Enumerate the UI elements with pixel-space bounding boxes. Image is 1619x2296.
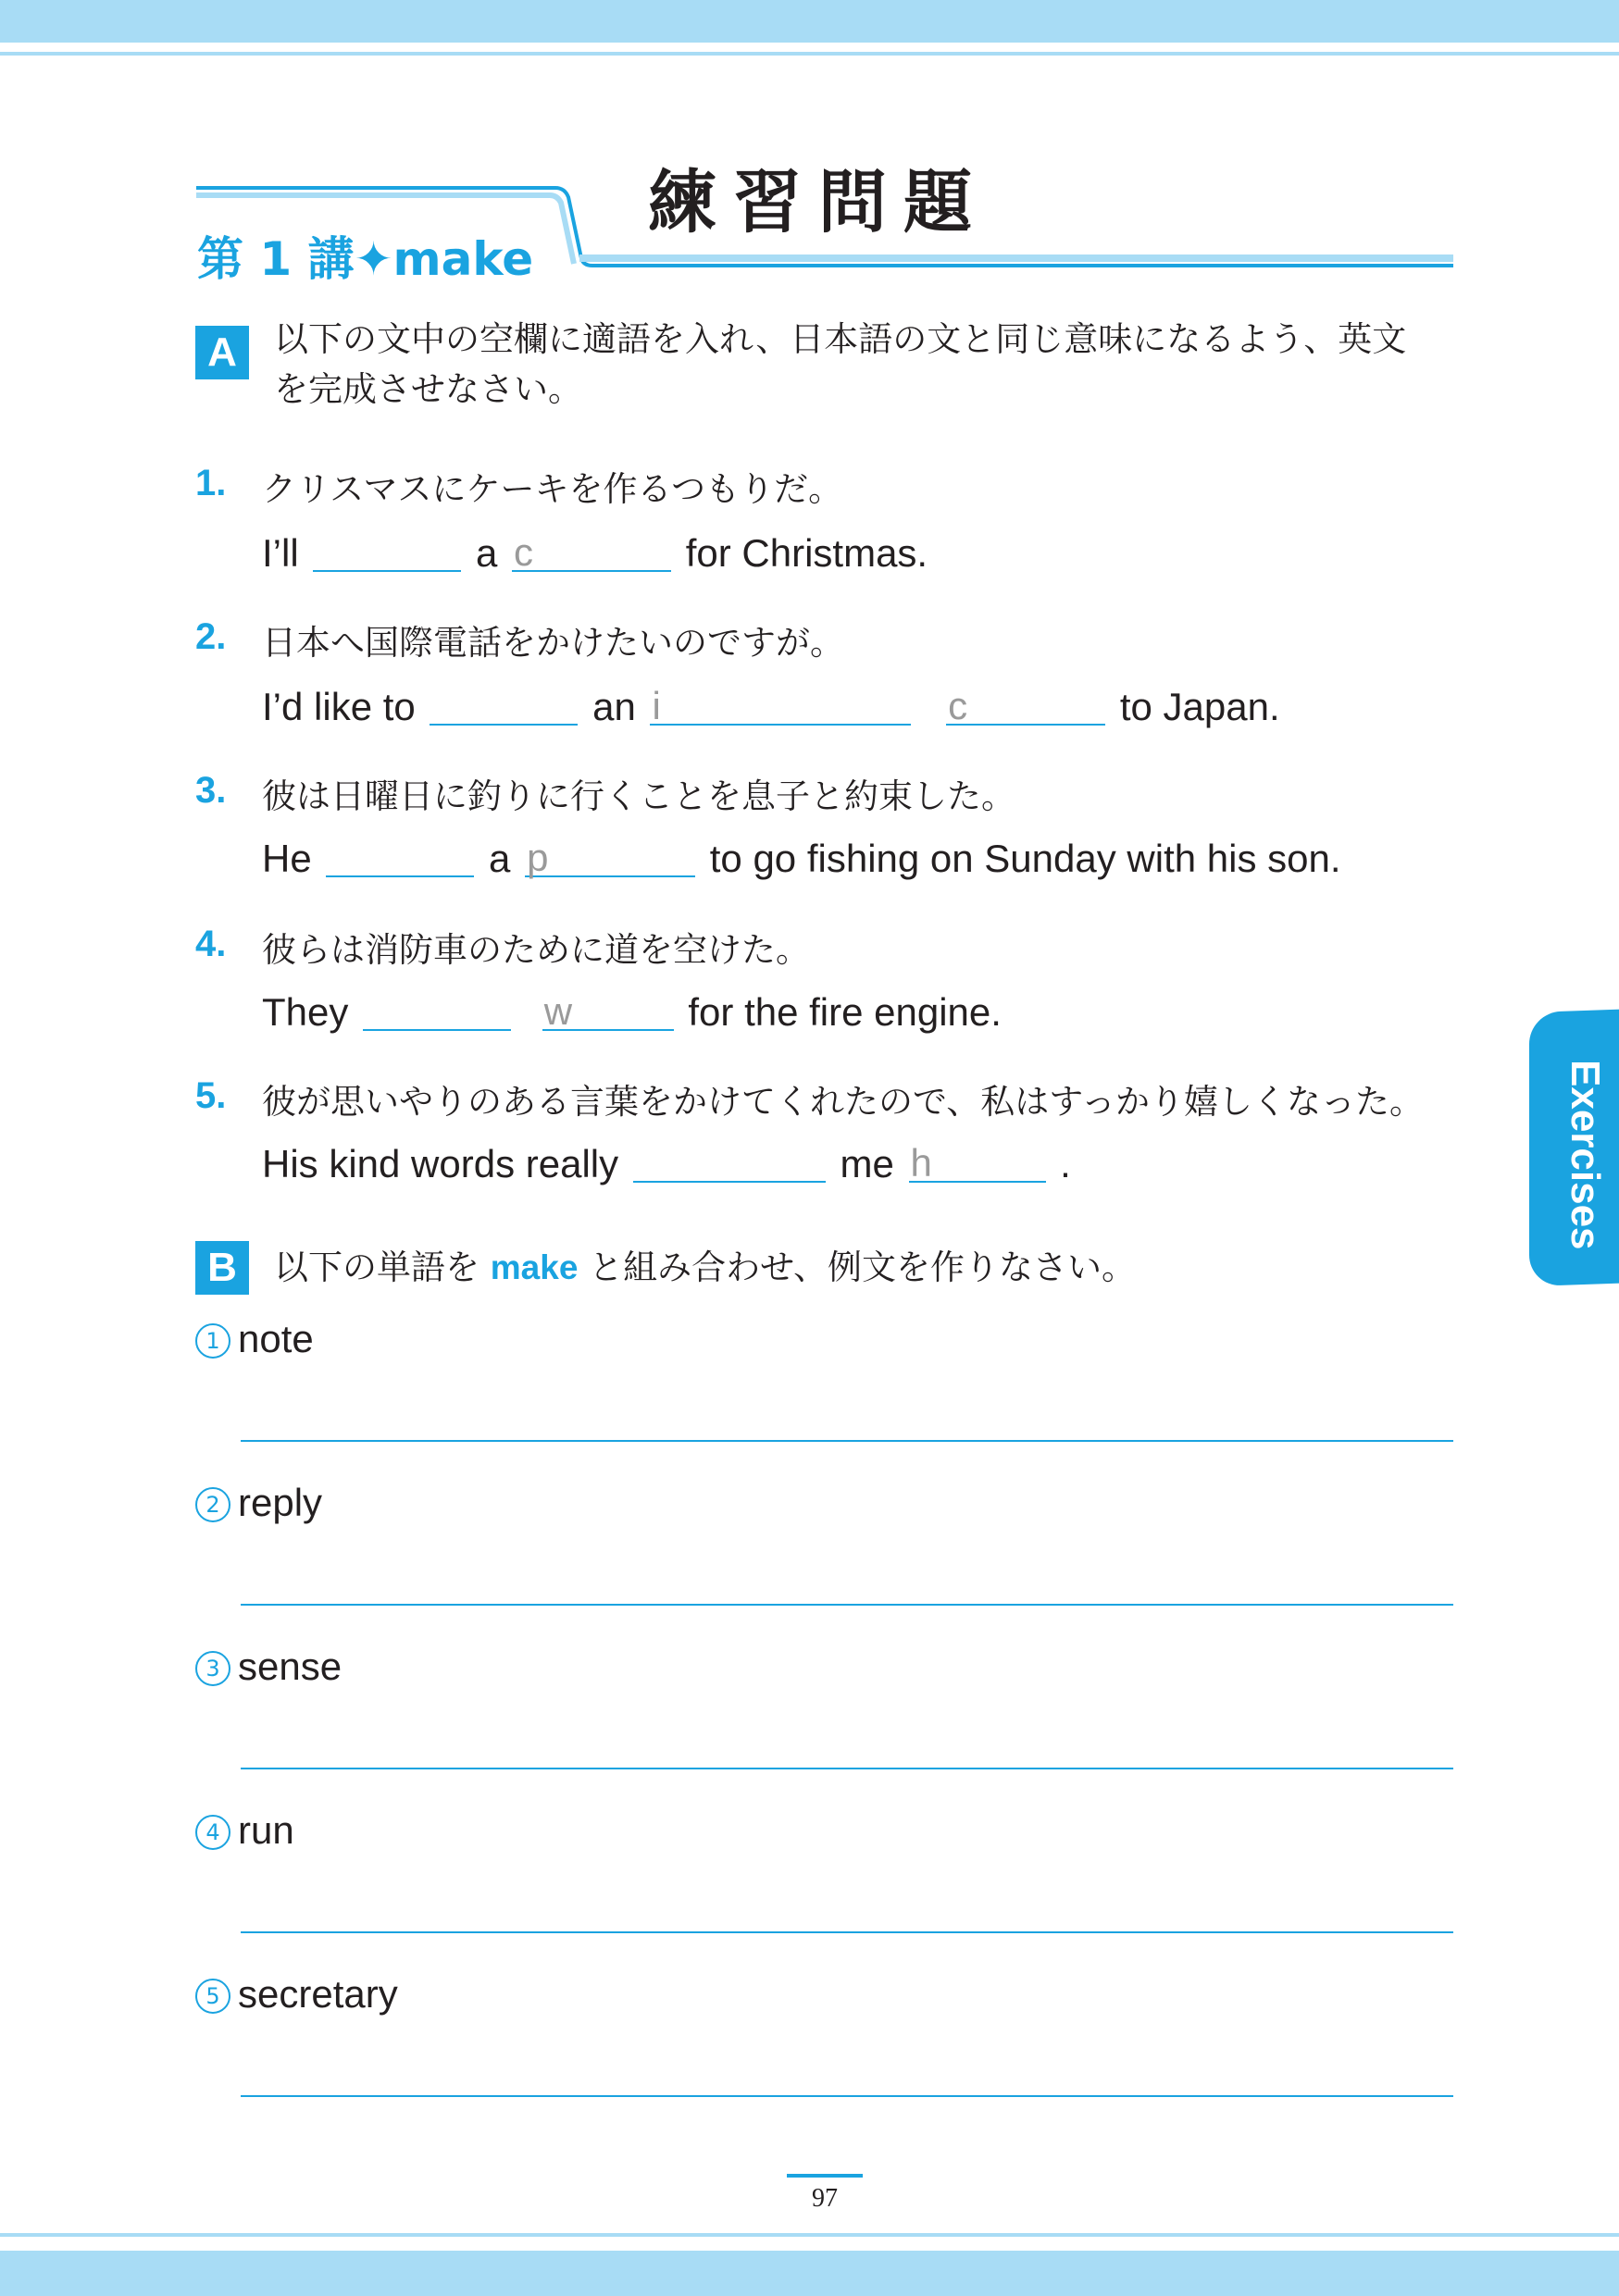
side-tab-label: Exercises (1563, 1060, 1608, 1250)
top-rule (0, 52, 1619, 56)
item-word: reply (238, 1481, 323, 1524)
question-1-number: 1. (195, 463, 227, 503)
section-b-item-5 (195, 1971, 398, 2017)
q5-blank-2[interactable] (909, 1141, 1046, 1185)
q4-blank-1[interactable] (363, 992, 511, 1031)
question-5-english (262, 1142, 1071, 1186)
q4-text-3: for the fire engine. (688, 990, 1002, 1034)
answer-line-3[interactable] (241, 1768, 1453, 1769)
q3-blank-1[interactable] (326, 838, 474, 877)
q4-hint-1: w (543, 989, 573, 1033)
top-color-band (0, 0, 1619, 43)
q5-text-2: me (840, 1142, 894, 1185)
answer-line-1[interactable] (241, 1440, 1453, 1442)
item-word: note (238, 1317, 314, 1360)
question-4-english (262, 990, 1002, 1035)
page-number-bar (787, 2174, 863, 2178)
q5-text-1: His kind words really (262, 1142, 619, 1185)
bottom-rule (0, 2233, 1619, 2237)
q1-blank-2[interactable] (512, 530, 671, 574)
lecture-number: 第 1 講 (197, 232, 355, 286)
answer-line-5[interactable] (241, 2095, 1453, 2097)
item-word: sense (238, 1644, 342, 1688)
q1-text-2: a (476, 531, 498, 575)
section-a-instruction-line1: 以下の文中の空欄に適語を入れ、日本語の文と同じ意味になるよう、英文 (274, 319, 1407, 359)
question-3-number: 3. (195, 770, 227, 811)
q1-hint-1: c (514, 530, 534, 574)
question-4-number: 4. (195, 924, 227, 964)
question-3-japanese: 彼は日曜日に釣りに行くことを息子と約束した。 (262, 776, 1015, 816)
circled-number-icon: 3 (195, 1651, 230, 1686)
question-5-number: 5. (195, 1075, 227, 1116)
circled-number-icon: 4 (195, 1815, 230, 1850)
q2-hint-1: i (652, 684, 661, 727)
section-b-item-2 (195, 1480, 322, 1525)
q5-text-3: . (1060, 1142, 1071, 1185)
question-3-english (262, 837, 1341, 881)
q4-blank-2[interactable] (542, 989, 674, 1033)
star-icon: ✦ (354, 232, 393, 286)
answer-line-4[interactable] (241, 1931, 1453, 1933)
lecture-topic: make (392, 232, 534, 286)
q3-text-2: a (489, 837, 511, 880)
q2-blank-2[interactable] (650, 684, 911, 727)
section-a-instruction-line2: を完成させなさい。 (274, 369, 582, 409)
lecture-heading (197, 222, 533, 289)
question-1-english (262, 531, 928, 576)
question-1-japanese: クリスマスにケーキを作るつもりだ。 (262, 469, 843, 509)
q2-blank-1[interactable] (430, 687, 578, 726)
answer-line-2[interactable] (241, 1604, 1453, 1606)
q3-text-1: He (262, 837, 312, 880)
section-b-keyword: make (490, 1248, 579, 1286)
q2-text-2: an (592, 685, 636, 728)
q3-hint-1: p (527, 836, 549, 879)
item-word: secretary (238, 1972, 398, 2016)
question-5-japanese: 彼が思いやりのある言葉をかけてくれたので、私はすっかり嬉しくなった。 (262, 1082, 1425, 1122)
section-b-item-3 (195, 1644, 342, 1689)
question-2-number: 2. (195, 616, 227, 657)
section-b-item-1 (195, 1316, 314, 1361)
q4-text-1: They (262, 990, 349, 1034)
section-a-badge: A (195, 326, 249, 379)
circled-number-icon: 2 (195, 1487, 230, 1522)
q2-text-1: I’d like to (262, 685, 416, 728)
q5-hint-1: h (910, 1141, 932, 1185)
q3-text-3: to go fishing on Sunday with his son. (709, 837, 1341, 880)
section-b-badge: B (195, 1241, 249, 1295)
item-word: run (238, 1808, 294, 1852)
q1-text-1: I’ll (262, 531, 299, 575)
section-b-instruction (274, 1243, 1136, 1293)
circled-number-icon: 5 (195, 1979, 230, 2014)
section-b-item-4 (195, 1807, 294, 1853)
q2-blank-3[interactable] (946, 684, 1105, 727)
q1-text-3: for Christmas. (685, 531, 928, 575)
question-2-english (262, 685, 1280, 729)
page-title: 練習問題 (648, 163, 989, 242)
bottom-color-band (0, 2251, 1619, 2296)
page-number: 97 (812, 2184, 838, 2213)
q2-text-3: to Japan. (1119, 685, 1280, 728)
q2-hint-2: c (948, 684, 968, 727)
q5-blank-1[interactable] (633, 1144, 826, 1183)
question-4-japanese: 彼らは消防車のために道を空けた。 (262, 930, 810, 970)
section-a-instruction (274, 315, 1468, 415)
q1-blank-1[interactable] (313, 533, 461, 572)
question-2-japanese: 日本へ国際電話をかけたいのですが。 (262, 623, 844, 663)
section-b-instruction-post: と組み合わせ、例文を作りなさい。 (589, 1247, 1137, 1287)
section-b-instruction-pre: 以下の単語を (274, 1247, 479, 1287)
q3-blank-2[interactable] (525, 838, 695, 877)
circled-number-icon: 1 (195, 1323, 230, 1359)
